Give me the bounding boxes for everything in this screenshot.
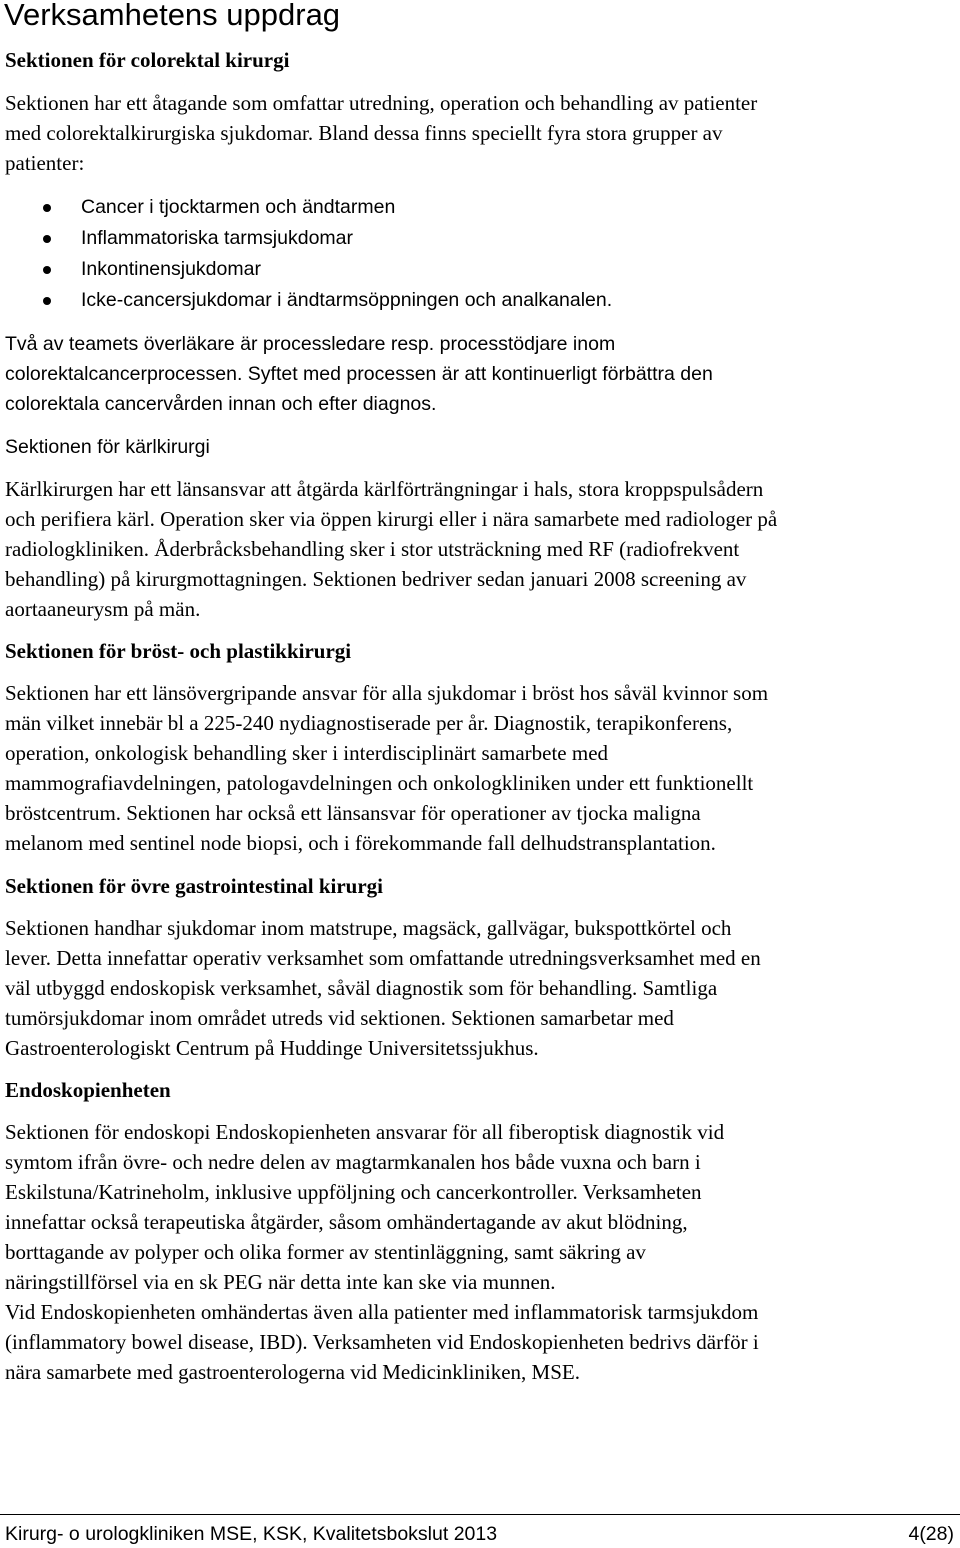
breast-line: operation, onkologisk behandling sker i interdisciplinärt samarbete med: [5, 741, 609, 765]
endoscopy-line: Vid Endoskopienheten omhändertas även alla patienter med inflammatorisk tarmsjukdom: [5, 1300, 759, 1324]
upper-gi-paragraph: [5, 913, 761, 1063]
endoscopy-line: (inflammatory bowel disease, IBD). Verksamheten vid Endoskopienheten bedrivs därför i: [5, 1330, 759, 1354]
endoscopy-heading: Endoskopienheten: [5, 1078, 171, 1102]
endoscopy-line: borttagande av polyper och olika former av stentinläggning, samt säkring av: [5, 1240, 646, 1264]
list-item: [0, 192, 612, 223]
vascular-line: behandling) på kirurgmottagningen. Sektionen bedriver sedan januari 2008 screening av: [5, 567, 747, 591]
upper-gi-line: Sektionen handhar sjukdomar inom matstrupe, magsäck, gallvägar, bukspottkörtel och: [5, 916, 732, 940]
breast-line: melanom med sentinel node biopsi, och i förekommande fall delhudstransplantation.: [5, 831, 716, 855]
endoscopy-line: innefattar också terapeutiska åtgärder, såsom omhändertagande av akut blödning,: [5, 1210, 688, 1234]
colorectal-intro: [5, 88, 757, 178]
footer-page-number: 4(28): [908, 1523, 954, 1545]
colorectal-intro-line: patienter:: [5, 151, 85, 175]
list-item-text: Icke-cancersjukdomar i ändtarmsöppningen och analkanalen.: [81, 289, 613, 311]
vascular-line: aortaaneurysm på män.: [5, 597, 201, 621]
footer-document-title: Kirurg- o urologkliniken MSE, KSK, Kvalitetsbokslut 2013: [5, 1523, 498, 1545]
endoscopy-paragraph: [5, 1117, 759, 1387]
page-title: Verksamhetens uppdrag: [4, 0, 341, 32]
colorectal-intro-line: Sektionen har ett åtagande som omfattar utredning, operation och behandling av patienter: [5, 91, 758, 115]
list-item: [0, 285, 612, 316]
upper-gi-line: tumörsjukdomar inom området utreds vid sektionen. Sektionen samarbetar med: [5, 1006, 674, 1030]
colorectal-intro-line: med colorektalkirurgiska sjukdomar. Bland dessa finns speciellt fyra stora grupper av: [5, 121, 723, 145]
upper-gi-heading: Sektionen för övre gastrointestinal kirurgi: [5, 874, 383, 898]
upper-gi-line: väl utbyggd endoskopisk verksamhet, såväl diagnostik som för behandling. Samtliga: [5, 976, 718, 1000]
vascular-heading: Sektionen för kärlkirurgi: [5, 436, 210, 458]
endoscopy-line: näringstillförsel via en sk PEG när detta inte kan ske via munnen.: [5, 1270, 556, 1294]
bullet-icon: [43, 297, 51, 305]
colorectal-heading: Sektionen för colorektal kirurgi: [5, 48, 290, 72]
colorectal-process-paragraph: [5, 329, 713, 419]
list-item-text: Cancer i tjocktarmen och ändtarmen: [81, 196, 396, 218]
upper-gi-line: Gastroenterologiskt Centrum på Huddinge Universitetssjukhus.: [5, 1036, 539, 1060]
vascular-line: och perifiera kärl. Operation sker via öppen kirurgi eller i nära samarbete med radiologer på: [5, 507, 778, 531]
list-item-text: Inflammatoriska tarmsjukdomar: [81, 227, 353, 249]
vascular-line: radiologkliniken. Åderbråcksbehandling sker i stor utsträckning med RF (radiofrekvent: [5, 537, 740, 561]
vascular-paragraph: [5, 474, 777, 624]
list-item: [0, 254, 612, 285]
breast-paragraph: [5, 678, 768, 858]
breast-line: mammografiavdelningen, patologavdelningen och onkologkliniken under ett funktionellt: [5, 771, 754, 795]
bullet-icon: [43, 235, 51, 243]
bullet-icon: [43, 266, 51, 274]
patient-group-list: [0, 192, 612, 316]
breast-line: bröstcentrum. Sektionen har också ett länsansvar för operationer av tjocka maligna: [5, 801, 701, 825]
list-item-text: Inkontinensjukdomar: [81, 258, 261, 280]
breast-line: Sektionen har ett länsövergripande ansvar för alla sjukdomar i bröst hos såväl kvinnor som: [5, 681, 769, 705]
endoscopy-line: symtom ifrån övre- och nedre delen av magtarmkanalen hos både vuxna och barn i: [5, 1150, 701, 1174]
endoscopy-line: Sektionen för endoskopi Endoskopienheten ansvarar för all fiberoptisk diagnostik vid: [5, 1120, 725, 1144]
endoscopy-line: nära samarbete med gastroenterologerna vid Medicinkliniken, MSE.: [5, 1360, 580, 1384]
breast-line: män vilket innebär bl a 225-240 nydiagnostiserade per år. Diagnostik, terapikonferens,: [5, 711, 733, 735]
footer-divider: [0, 1514, 960, 1515]
list-item: [0, 223, 612, 254]
process-line: colorektala cancervården innan och efter diagnos.: [5, 393, 437, 415]
upper-gi-line: lever. Detta innefattar operativ verksamhet som omfattande utredningsverksamhet med en: [5, 946, 761, 970]
breast-heading: Sektionen för bröst- och plastikkirurgi: [5, 639, 352, 663]
endoscopy-line: Eskilstuna/Katrineholm, inklusive uppföljning och cancerkontroller. Verksamheten: [5, 1180, 702, 1204]
bullet-icon: [43, 204, 51, 212]
vascular-line: Kärlkirurgen har ett länsansvar att åtgärda kärlförträngningar i hals, stora kroppspulsådern: [5, 477, 764, 501]
process-line: Två av teamets överläkare är processledare resp. processtödjare inom: [5, 333, 616, 355]
process-line: colorektalcancerprocessen. Syftet med processen är att kontinuerligt förbättra den: [5, 363, 713, 385]
